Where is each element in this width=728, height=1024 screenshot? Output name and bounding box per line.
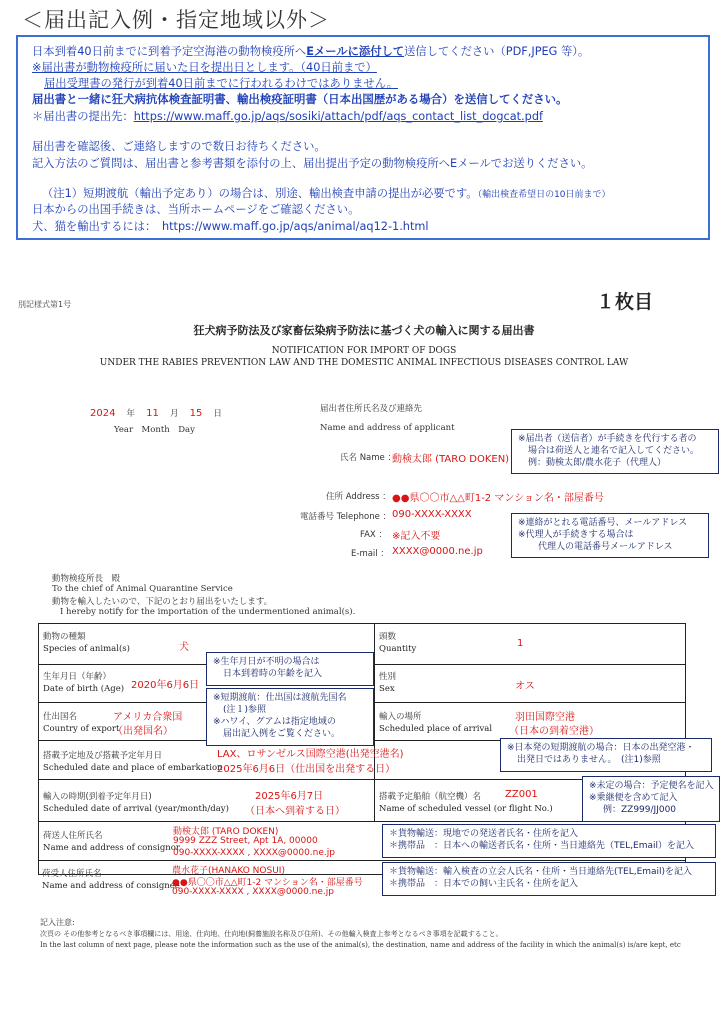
note-contact: ※連絡がとれる電話番号、メールアドレス ※代理人が手続きする場合は 代理人の電話番号メールアドレス [511,513,709,558]
page-heading: ＜届出記入例・指定地域以外＞ [22,8,330,32]
info-line-6: 届出書を確認後、ご連絡しますので数日お待ちください。 [32,140,326,153]
info-line-8: （注1）短期渡航（輸出予定あり）の場合は、別途、輸出検査申請の提出が必要です。（輸出検査希望日の10日前まで） [42,187,611,200]
addressee-en: To the chief of Animal Quarantine Service [52,584,233,594]
arrival-place-value[interactable]: 羽田国際空港 [515,712,575,723]
dob-label-ja: 生年月日（年齢） [43,672,112,682]
note-applicant: ※届出者（送信者）が手続きを代行する者の 場合は荷送人と連名で記入してください。 例：動検太郎/農水花子（代理人） [511,429,719,474]
note-dob: ※生年月日が不明の場合は 日本到着時の年齢を記入 [206,652,374,686]
species-label-ja: 動物の種類 [43,632,86,642]
export-value[interactable]: アメリカ合衆国 [113,712,183,723]
addressee-ja: 動物検疫所長 殿 [52,574,121,584]
info-line-4: 届出書と一緒に狂犬病抗体検査証明書、輸出検疫証明書（日本出国歴がある場合）を送信してください。 [32,92,568,106]
note-departure: ※日本発の短期渡航の場合：日本の出発空港・ 出発日ではありません。 (注1)参照 [500,738,712,772]
consignor-label-en: Name and address of consignor [43,843,180,853]
quantity-value[interactable]: 1 [517,638,524,649]
arrival-date-label-en: Scheduled date of arrival (year/month/day) [43,804,229,814]
form-title-en-2: UNDER THE RABIES PREVENTION LAW AND THE DOMESTIC ANIMAL INFECTIOUS DISEASES CONTROL LAW [99,358,629,368]
date-label-en: Year Month Day [114,425,195,435]
quantity-label-ja: 頭数 [379,632,397,642]
info-line-10: 犬、猫を輸出するには： https://www.maff.go.jp/aqs/animal/aq12-1.html [32,220,429,233]
notify-ja: 動物を輸入したいので、下記のとおり届出をいたします。 [52,597,273,607]
applicant-heading-ja: 届出者住所氏名及び連絡先 [320,404,423,414]
applicant-tel-label: 電話番号 Telephone ： [300,512,392,522]
consignee-contact-value[interactable]: 090-XXXX-XXXX , XXXX@0000.ne.jp [172,887,334,897]
form-title-ja: 狂犬病予防法及び家畜伝染病予防法に基づく犬の輸入に関する届出書 [193,324,535,337]
footer-note-ja: 次頁の その他参考となるべき事項欄には、用途、仕向地、仕向地(飼養施設名称及び住所)、その他輸入検査上参考となるべき事項を記載すること。 [40,930,503,938]
consignee-label-ja: 荷受人住所氏名 [42,869,102,879]
arrival-date-note: （日本へ到着する日） [245,806,345,817]
arrival-date-label-ja: 輸入の時期(到着予定年月日) [43,792,152,802]
applicant-fax-label: FAX ： [360,530,387,540]
export-label-en: Country of export [43,724,120,734]
footer-note-en: In the last column of next page, please note the information such as the use of the animal(s), the destination, name and address of the facility in which the animal(s) is/are kept, etc [40,941,681,949]
embark-value[interactable]: LAX、ロサンゼルス国際空港(出発空港名) [217,749,404,760]
contact-list-link[interactable]: https://www.maff.go.jp/aqs/sosiki/attach/pdf/aqs_contact_list_dogcat.pdf [133,110,543,123]
arrival-place-note: （日本の到着空港） [509,726,599,737]
species-value[interactable]: 犬 [179,642,189,653]
arrival-place-label-en: Scheduled place of arrival [379,724,493,734]
form-number: 別記様式第1号 [18,300,72,309]
sex-label-ja: 性別 [379,672,397,682]
notify-en: I hereby notify for the importation of the undermentioned animal(s). [60,607,356,617]
info-line-9: 日本からの出国手続きは、当所ホームページをご確認ください。 [32,203,360,216]
arrival-date-value[interactable]: 2025年6月7日 [255,791,324,802]
vessel-label-ja: 搭載予定船舶（航空機）名 [379,792,482,802]
consignor-contact-value[interactable]: 090-XXXX-XXXX , XXXX@0000.ne.jp [173,848,335,858]
species-label-en: Species of animal(s) [43,644,130,654]
vessel-label-en: Name of scheduled vessel (or flight No.) [379,804,553,814]
footer-title: 記入注意: [40,918,75,927]
info-line-2: ※届出書が動物検疫所に届いた日を提出日とします。（40日前まで） [32,61,377,74]
applicant-tel-value[interactable]: 090-XXXX-XXXX [392,509,472,520]
embark-label-ja: 搭載予定地及び搭載予定年月日 [43,751,163,761]
consignee-label-en: Name and address of consignee [42,881,180,891]
applicant-fax-value[interactable]: ※記入不要 [392,531,441,542]
note-export: ※短期渡航：仕出国は渡航先国名 (注１)参照 ※ハワイ、グアムは指定地域の 届出記入例をご覧ください。 [206,688,374,746]
info-line-5: ＊届出書の提出先：https://www.maff.go.jp/aqs/sosiki/attach/pdf/aqs_contact_list_dogcat.pdf [32,110,543,123]
embark-date-value[interactable]: 2025年6月6日（仕出国を出発する日） [217,764,396,775]
sex-value[interactable]: オス [515,681,535,692]
export-value-note: （出発国名） [113,726,173,737]
note-consignee: ＊貨物輸送：輸入検査の立会人氏名・住所・当日連絡先(TEL,Email)を記入 ＊携帯品 ：日本での飼い主氏名・住所を記入 [382,862,716,896]
applicant-email-label: E-mail ： [351,549,389,559]
consignee-address-value[interactable]: ●●県〇〇市△△町1-2 マンション名・部屋番号 [172,878,363,888]
embark-label-en: Scheduled date and place of embarkation [43,763,223,773]
page-count: １枚目 [596,291,654,313]
info-line-7: 記入方法のご質問は、届出書と参考書類を添付の上、届出提出予定の動物検疫所へEメールでお送りください。 [32,157,593,170]
applicant-heading-en: Name and address of applicant [320,423,455,433]
note-flight: ※未定の場合：予定便名を記入 ※乗継便を含めて記入 例：ZZ999/JJ000 [582,776,720,822]
form-title-en-1: NOTIFICATION FOR IMPORT OF DOGS [271,346,457,356]
vessel-value[interactable]: ZZ001 [505,789,538,800]
submission-date: 2024 年 11 月 15 日 [90,408,222,419]
applicant-name-label: 氏名 Name ： [340,453,396,463]
dob-value[interactable]: 2020年6月6日 [131,680,200,691]
consignor-address-value[interactable]: 9999 ZZZ Street, Apt 1A, 00000 [173,836,318,846]
quantity-label-en: Quantity [379,644,417,654]
dob-label-en: Date of birth (Age) [43,684,125,694]
info-line-3: 届出受理書の発行が到着40日前までに行われるわけではありません。 [44,77,398,90]
applicant-address-value[interactable]: ●●県〇〇市△△町1-2 マンション名・部屋番号 [392,493,604,504]
sex-label-en: Sex [379,684,395,694]
export-guide-link[interactable]: https://www.maff.go.jp/aqs/animal/aq12-1.html [161,220,429,233]
consignor-label-ja: 荷送人住所氏名 [43,831,103,841]
applicant-address-label: 住所 Address ： [326,492,391,502]
applicant-name-value[interactable]: 動検太郎 (TARO DOKEN) [392,454,510,465]
arrival-place-label-ja: 輸入の場所 [379,712,422,722]
instructions-box [16,35,710,240]
info-line-1: 日本到着40日前までに到着予定空海港の動物検疫所へEメールに添付して送信してください（PDF,JPEG 等）。 [32,45,590,58]
consignee-name-value[interactable]: 農水花子(HANAKO NOSUI) [172,866,285,876]
note-consignor: ＊貨物輸送：現地での発送者氏名・住所を記入 ＊携帯品 ：日本への輸送者氏名・住所・当日連絡先（TEL,Email）を記入 [382,824,716,858]
applicant-email-value[interactable]: XXXX@0000.ne.jp [392,546,483,557]
export-label-ja: 仕出国名 [43,712,78,722]
consignor-name-value[interactable]: 動検太郎 (TARO DOKEN) [173,827,279,837]
